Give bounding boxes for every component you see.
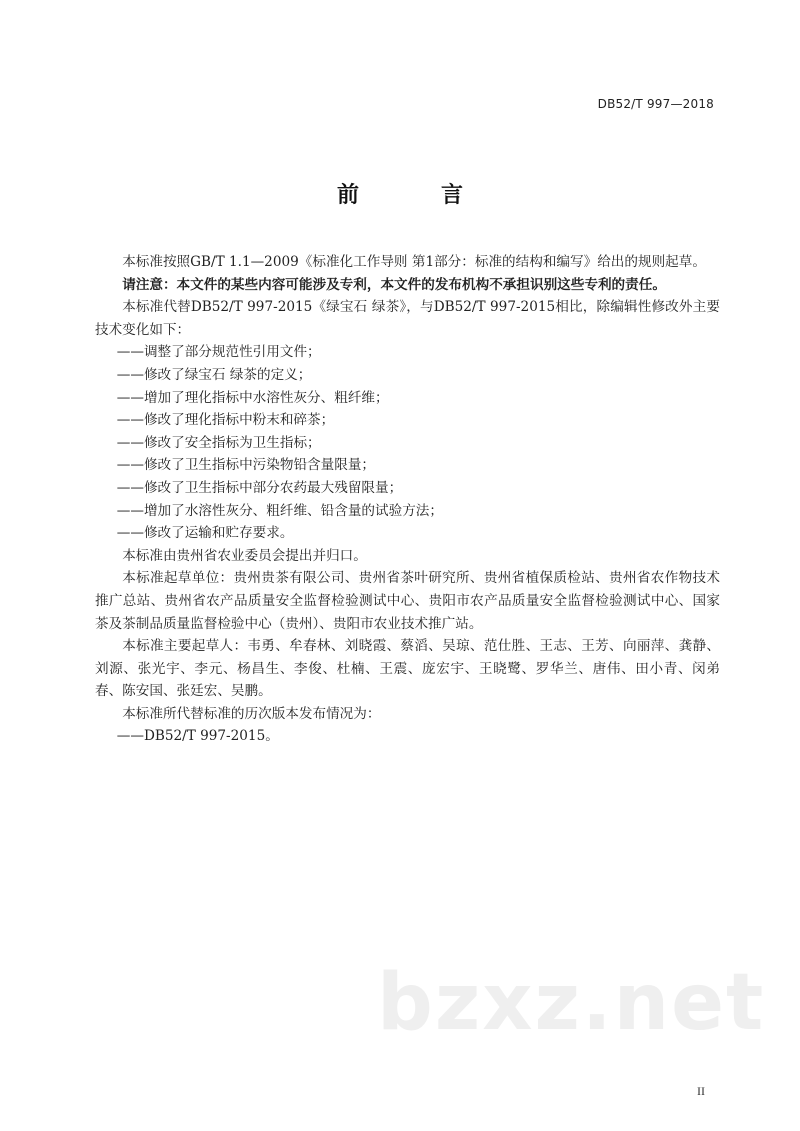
change-item: ——修改了卫生指标中部分农药最大残留限量； [116,479,403,496]
drafting-rule-paragraph: 本标准按照GB/T 1.1—2009《标准化工作导则 第1部分：标准的结构和编写》给出的规则起草。 [122,254,706,270]
change-item: ——调整了部分规范性引用文件； [116,344,321,361]
watermark: bzxz.net [377,958,766,1048]
change-item: ——修改了安全指标为卫生指标； [116,434,321,451]
change-item: ——增加了理化指标中水溶性灰分、粗纤维； [116,389,389,406]
history-version-item: ——DB52/T 997-2015。 [116,728,279,745]
drafting-units-paragraph: 本标准起草单位：贵州贵茶有限公司、贵州省茶叶研究所、贵州省植保质检站、贵州省农作物技术推广总站、贵州省农产品质量安全监督检验测试中心、贵阳市农产品质量安全监督检验测试中心、国家茶及茶制品质量监督检验中心（贵州）、贵阳市农业技术推广站。 [95,570,720,632]
proposer-paragraph: 本标准由贵州省农业委员会提出并归口。 [122,547,367,564]
replacement-paragraph: 本标准代替DB52/T 997-2015《绿宝石 绿茶》，与DB52/T 997-2015相比，除编辑性修改外主要技术变化如下： [95,299,720,338]
preface-body [95,251,720,748]
header-standard-code: DB52/T 997—2018 [597,97,714,111]
change-item: ——修改了卫生指标中污染物铅含量限量； [116,457,376,474]
page-title: 前 言 [336,182,493,208]
patent-notice-paragraph: 请注意：本文件的某些内容可能涉及专利，本文件的发布机构不承担识别这些专利的责任。 [122,276,666,293]
history-intro-paragraph: 本标准所代替标准的历次版本发布情况为： [122,705,381,722]
page-number: II [697,1084,705,1098]
change-item: ——增加了水溶性灰分、粗纤维、铅含量的试验方法； [116,502,443,519]
drafters-paragraph: 本标准主要起草人：韦勇、牟春林、刘晓霞、蔡滔、吴琼、范仕胜、王志、王芳、向丽萍、龚静、刘源、张光宇、李元、杨昌生、李俊、杜楠、王震、庞宏宇、王晓鹭、罗华兰、唐伟、田小青、闵弟春、陈安国、张廷宏、吴鹏。 [95,638,720,700]
change-item: ——修改了运输和贮存要求。 [116,525,294,542]
change-item: ——修改了绿宝石 绿茶的定义； [116,366,312,383]
change-item: ——修改了理化指标中粉末和碎茶； [116,412,335,429]
